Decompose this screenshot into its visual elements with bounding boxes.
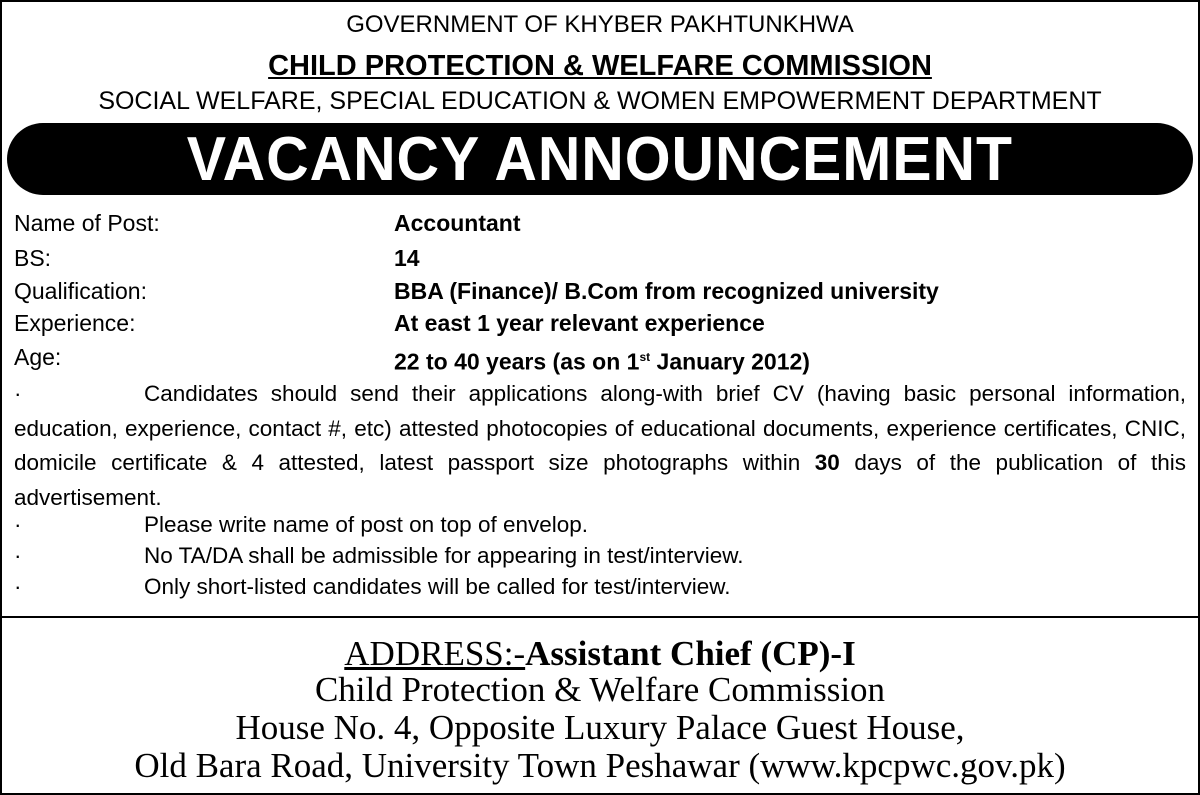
detail-value: BBA (Finance)/ B.Com from recognized university: [394, 278, 939, 304]
instruction-item: · Please write name of post on top of envelop.: [14, 510, 588, 540]
detail-label: Name of Post:: [14, 210, 160, 236]
address-heading: [2, 634, 1198, 674]
bullet-dot: ·: [14, 512, 22, 537]
address-line: Old Bara Road, University Town Peshawar (www.kpcpwc.gov.pk): [134, 746, 1066, 785]
instruction-item: · No TA/DA shall be admissible for appearing in test/interview.: [14, 541, 743, 571]
detail-value: 14: [394, 245, 420, 271]
section-divider: [2, 616, 1198, 618]
detail-label: Qualification:: [14, 278, 147, 304]
department-heading: SOCIAL WELFARE, SPECIAL EDUCATION & WOMEN EMPOWERMENT DEPARTMENT: [98, 87, 1102, 115]
detail-label: Experience:: [14, 310, 136, 336]
instruction-item: · Only short-listed candidates will be called for test/interview.: [14, 572, 731, 602]
detail-label: Age:: [14, 344, 62, 370]
commission-heading: CHILD PROTECTION & WELFARE COMMISSION: [268, 50, 932, 82]
address-line: Child Protection & Welfare Commission: [314, 670, 886, 709]
detail-value: Accountant: [394, 210, 521, 236]
address-label: ADDRESS:-: [344, 634, 526, 673]
address-line: House No. 4, Opposite Luxury Palace Guest House,: [235, 708, 965, 747]
bullet-dot: ·: [14, 574, 22, 599]
bullet-dot: ·: [14, 381, 22, 406]
detail-value: At east 1 year relevant experience: [394, 310, 765, 336]
detail-value: 22 to 40 years (as on 1st January 2012): [394, 348, 810, 375]
instruction-main: · Candidates should send their applications along-with brief CV (having basic personal information, education, experience, contact #, etc) attested photocopies of educational documents, experience certificates, CNIC, domicile certificate & 4 attested, latest passport size photographs within 30 days of the publication of this advertisement.: [14, 377, 1186, 515]
detail-label: BS:: [14, 245, 52, 271]
banner-title: VACANCY ANNOUNCEMENT: [186, 124, 1014, 194]
address-title: Assistant Chief (CP)-I: [525, 634, 856, 673]
title-banner: [7, 123, 1193, 195]
government-heading: GOVERNMENT OF KHYBER PAKHTUNKHWA: [346, 11, 854, 38]
bullet-dot: ·: [14, 543, 22, 568]
